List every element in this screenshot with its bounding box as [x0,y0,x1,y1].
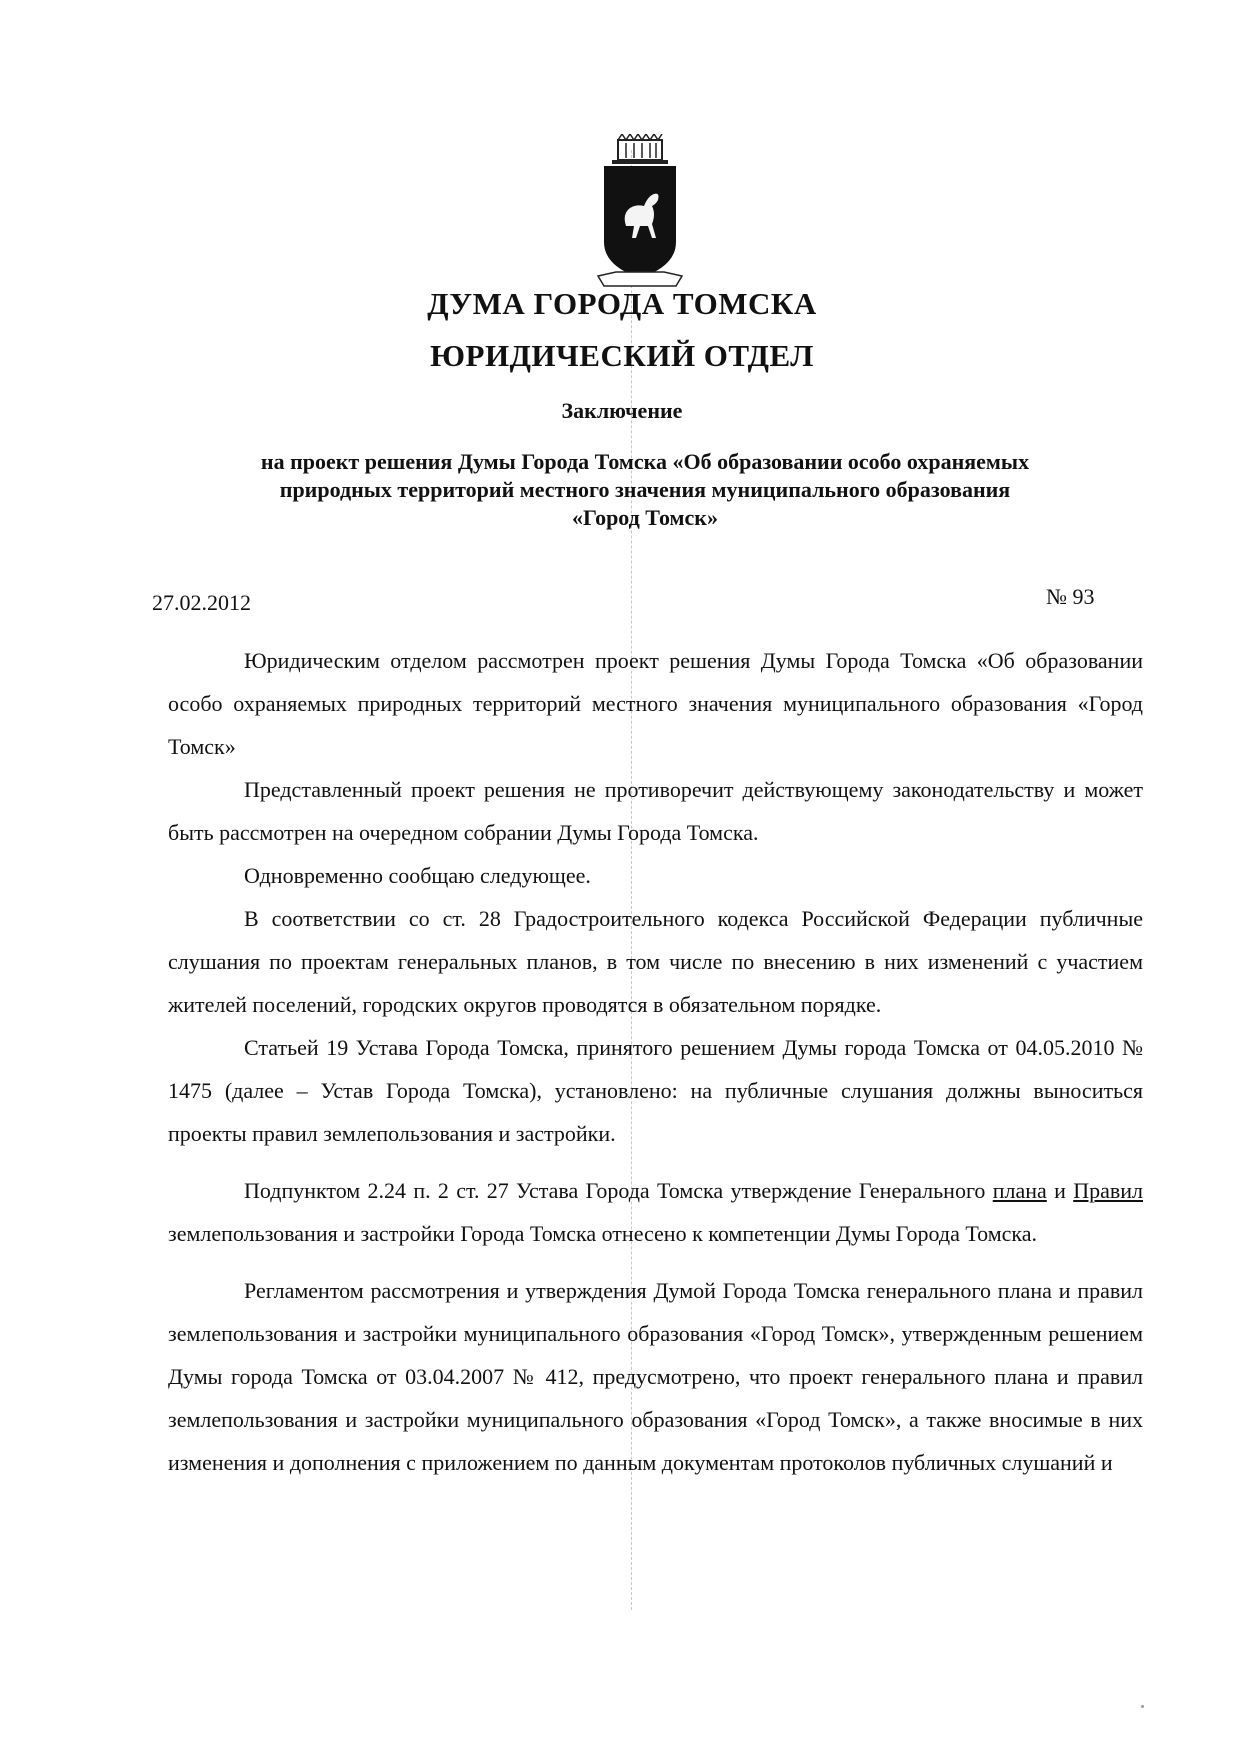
subject-line: природных территорий местного значения муниципального образования [279,477,1011,502]
paragraph: Регламентом рассмотрения и утверждения Думой Города Томска генерального плана и правил землепользования и застройки муниципального образования «Город Томск», утвержденным решением Думы города Томска от 03.04.2007 № 412, предусмотрено, что проект генерального плана и правил землепользования и застройки муниципального образования «Город Томск», а также вносимые в них изменения и дополнения с приложением по данным документам протоколов публичных слушаний и [168,1278,1143,1475]
document-type: Заключение [561,398,683,423]
department-title: ЮРИДИЧЕСКИЙ ОТДЕЛ [430,338,814,373]
paragraph-text: и [1046,1178,1074,1203]
paragraph [168,1169,1143,1255]
rules-link[interactable]: Правил [1073,1178,1143,1203]
plan-link[interactable]: плана [992,1178,1047,1203]
paragraph: Юридическим отделом рассмотрен проект решения Думы Города Томска «Об образовании особо охраняемых природных территорий местного значения муниципального образования «Город Томск» [168,648,1143,759]
organization-title: ДУМА ГОРОДА ТОМСКА [427,286,817,321]
document-body [168,639,1143,1484]
coat-of-arms-icon [596,134,684,292]
scan-speck [1141,1705,1144,1708]
document-number: № 93 [1046,584,1095,609]
paragraph: Одновременно сообщаю следующее. [244,863,591,888]
paragraph: Статьей 19 Устава Города Томска, принятого решением Думы города Томска от 04.05.2010 № 1475 (далее – Устав Города Томска), установлено: на публичные слушания должны выноситься проекты правил землепользования и застройки. [168,1035,1143,1146]
paragraph: В соответствии со ст. 28 Градостроительного кодекса Российской Федерации публичные слушания по проектам генеральных планов, в том числе по внесению в них изменений с участием жителей поселений, городских округов проводятся в обязательном порядке. [168,906,1143,1017]
paragraph-text: землепользования и застройки Города Томска отнесено к компетенции Думы Города Томска. [168,1221,1038,1246]
document-date: 27.02.2012 [152,590,251,615]
subject-line: «Город Томск» [572,505,718,530]
paragraph-text: Подпунктом 2.24 п. 2 ст. 27 Устава Города Томска утверждение Генерального [244,1178,993,1203]
paragraph: Представленный проект решения не противоречит действующему законодательству и может быть рассмотрен на очередном собрании Думы Города Томска. [168,777,1143,845]
subject-line: на проект решения Думы Города Томска «Об образовании особо охраняемых [260,449,1030,474]
document-subject [190,448,1100,532]
